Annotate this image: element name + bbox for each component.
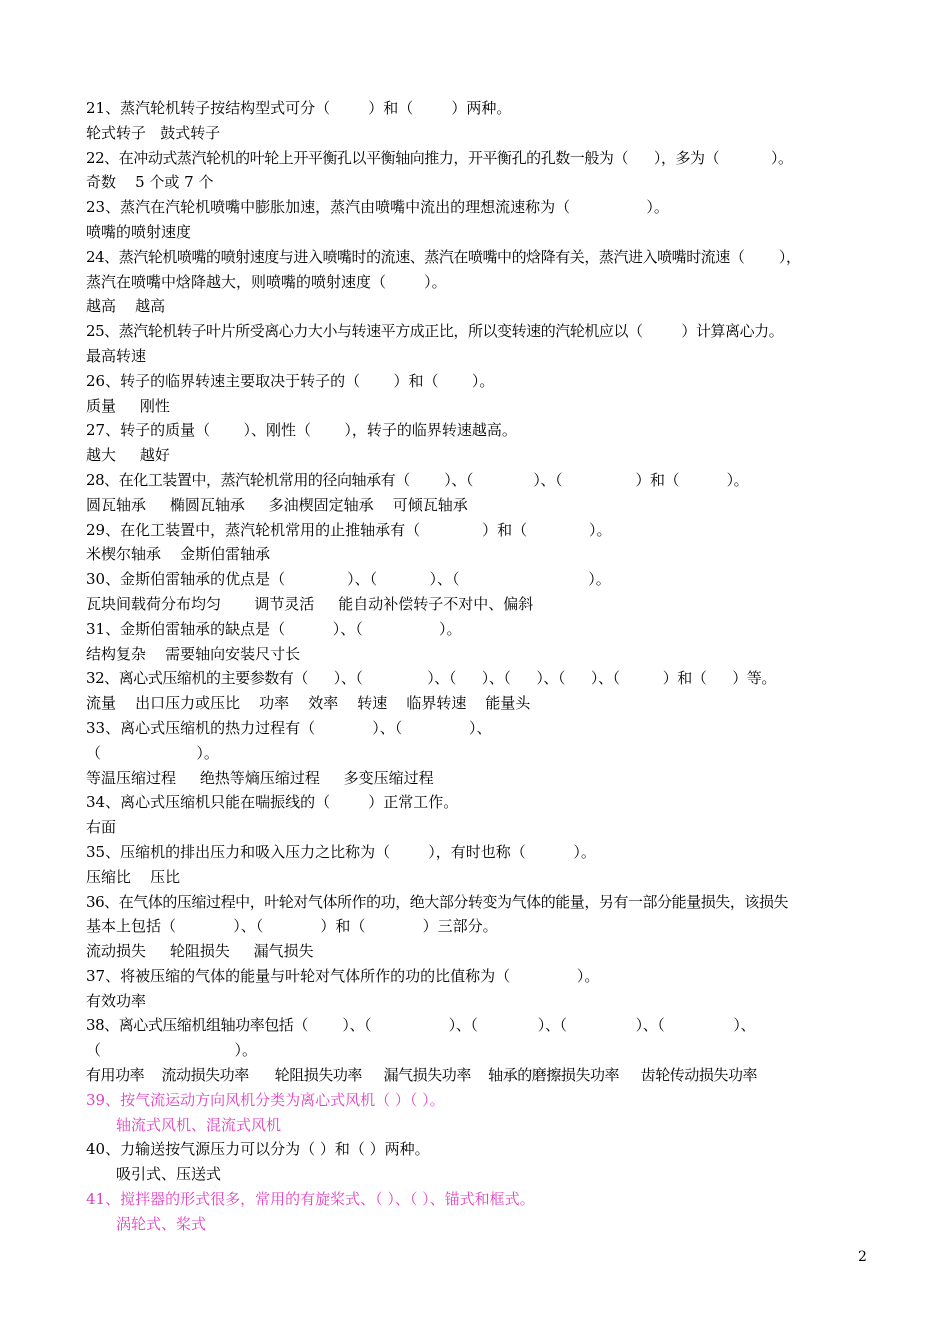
question-34: 34、离心式压缩机只能在喘振线的（ ）正常工作。 bbox=[86, 793, 459, 812]
question-31: 31、金斯伯雷轴承的缺点是（ ）、（ ）。 bbox=[86, 619, 462, 638]
question-30: 30、金斯伯雷轴承的优点是（ ）、（ ）、（ ）。 bbox=[86, 570, 611, 589]
answer-38: 有用功率 流动损失功率 轮阻损失功率 漏气损失功率 轴承的磨擦损失功率 齿轮传动损失功率 bbox=[86, 1066, 758, 1085]
answer-34: 右面 bbox=[86, 818, 117, 837]
page-number: 2 bbox=[858, 1249, 867, 1265]
answer-22: 奇数 5 个或 7 个 bbox=[86, 173, 214, 192]
question-33-line2: （ ）。 bbox=[86, 743, 219, 762]
question-25: 25、蒸汽轮机转子叶片所受离心力大小与转速平方成正比，所以变转速的汽轮机应以（ ）计算离心力。 bbox=[86, 322, 784, 341]
answer-35: 压缩比 压比 bbox=[86, 867, 181, 886]
question-24-line2: 蒸汽在喷嘴中焓降越大，则喷嘴的喷射速度（ ）。 bbox=[86, 272, 447, 291]
question-24-line1: 24、蒸汽轮机喷嘴的喷射速度与进入喷嘴时的流速、蒸汽在喷嘴中的焓降有关，蒸汽进入喷嘴时流速（ ）， bbox=[86, 247, 801, 266]
answer-21: 轮式转子 鼓式转子 bbox=[86, 123, 221, 142]
answer-25: 最高转速 bbox=[86, 346, 147, 365]
document-body bbox=[86, 96, 872, 1237]
question-38-line2: （ ）。 bbox=[86, 1041, 258, 1060]
answer-36: 流动损失 轮阻损失 漏气损失 bbox=[86, 942, 314, 961]
answer-27: 越大 越好 bbox=[86, 446, 170, 465]
question-40: 40、力输送按气源压力可以分为（ ）和（ ）两种。 bbox=[86, 1140, 430, 1159]
question-38-line1: 38、离心式压缩机组轴功率包括（ ）、（ ）、（ ）、（ ）、（ ）、 bbox=[86, 1016, 755, 1035]
answer-39: 轴流式风机、混流式风机 bbox=[116, 1115, 282, 1134]
question-28: 28、在化工装置中，蒸汽轮机常用的径向轴承有（ ）、（ ）、（ ）和（ ）。 bbox=[86, 470, 749, 489]
answer-26: 质量 刚性 bbox=[86, 396, 170, 415]
answer-23: 喷嘴的喷射速度 bbox=[86, 222, 192, 241]
question-37: 37、将被压缩的气体的能量与叶轮对气体所作的功的比值称为（ ）。 bbox=[86, 966, 600, 985]
answer-24: 越高 越高 bbox=[86, 297, 166, 316]
answer-33: 等温压缩过程 绝热等熵压缩过程 多变压缩过程 bbox=[86, 768, 434, 787]
question-23: 23、蒸汽在汽轮机喷嘴中膨胀加速，蒸汽由喷嘴中流出的理想流速称为（ ）。 bbox=[86, 198, 669, 217]
question-41: 41、搅拌器的形式很多，常用的有旋桨式、（ ）、（ ）、锚式和框式。 bbox=[86, 1190, 535, 1209]
answer-31: 结构复杂 需要轴向安装尺寸长 bbox=[86, 644, 301, 663]
question-39: 39、按气流运动方向风机分类为离心式风机（ ）（ ）。 bbox=[86, 1090, 445, 1109]
answer-29: 米楔尔轴承 金斯伯雷轴承 bbox=[86, 545, 271, 564]
question-33-line1: 33、离心式压缩机的热力过程有（ ）、（ ）、 bbox=[86, 718, 492, 737]
answer-40: 吸引式、压送式 bbox=[116, 1165, 222, 1184]
answer-30: 瓦块间载荷分布均匀 调节灵活 能自动补偿转子不对中、偏斜 bbox=[86, 594, 534, 613]
question-22: 22、在冲动式蒸汽轮机的叶轮上开平衡孔以平衡轴向推力，开平衡孔的孔数一般为（ ），多为（ ）。 bbox=[86, 148, 793, 167]
question-32: 32、离心式压缩机的主要参数有（ ）、（ ）、（ ）、（ ）、（ ）、（ ）和（ ）等。 bbox=[86, 669, 776, 688]
question-21: 21、蒸汽轮机转子按结构型式可分（ ）和（ ）两种。 bbox=[86, 99, 512, 117]
answer-37: 有效功率 bbox=[86, 991, 147, 1010]
answer-28: 圆瓦轴承 椭圆瓦轴承 多油楔固定轴承 可倾瓦轴承 bbox=[86, 495, 468, 514]
question-29: 29、在化工装置中，蒸汽轮机常用的止推轴承有（ ）和（ ）。 bbox=[86, 520, 612, 539]
question-36-line1: 36、在气体的压缩过程中，叶轮对气体所作的功，绝大部分转变为气体的能量，另有一部分能量损失，该损失 bbox=[86, 892, 789, 911]
question-35: 35、压缩机的排出压力和吸入压力之比称为（ ），有时也称（ ）。 bbox=[86, 842, 596, 861]
question-27: 27、转子的质量（ ）、刚性（ ），转子的临界转速越高。 bbox=[86, 421, 517, 440]
question-26: 26、转子的临界转速主要取决于转子的（ ）和（ ）。 bbox=[86, 371, 495, 390]
answer-32: 流量 出口压力或压比 功率 效率 转速 临界转速 能量头 bbox=[86, 694, 531, 713]
question-36-line2: 基本上包括（ ）、（ ）和（ ）三部分。 bbox=[86, 917, 498, 936]
answer-41: 涡轮式、桨式 bbox=[116, 1214, 207, 1233]
